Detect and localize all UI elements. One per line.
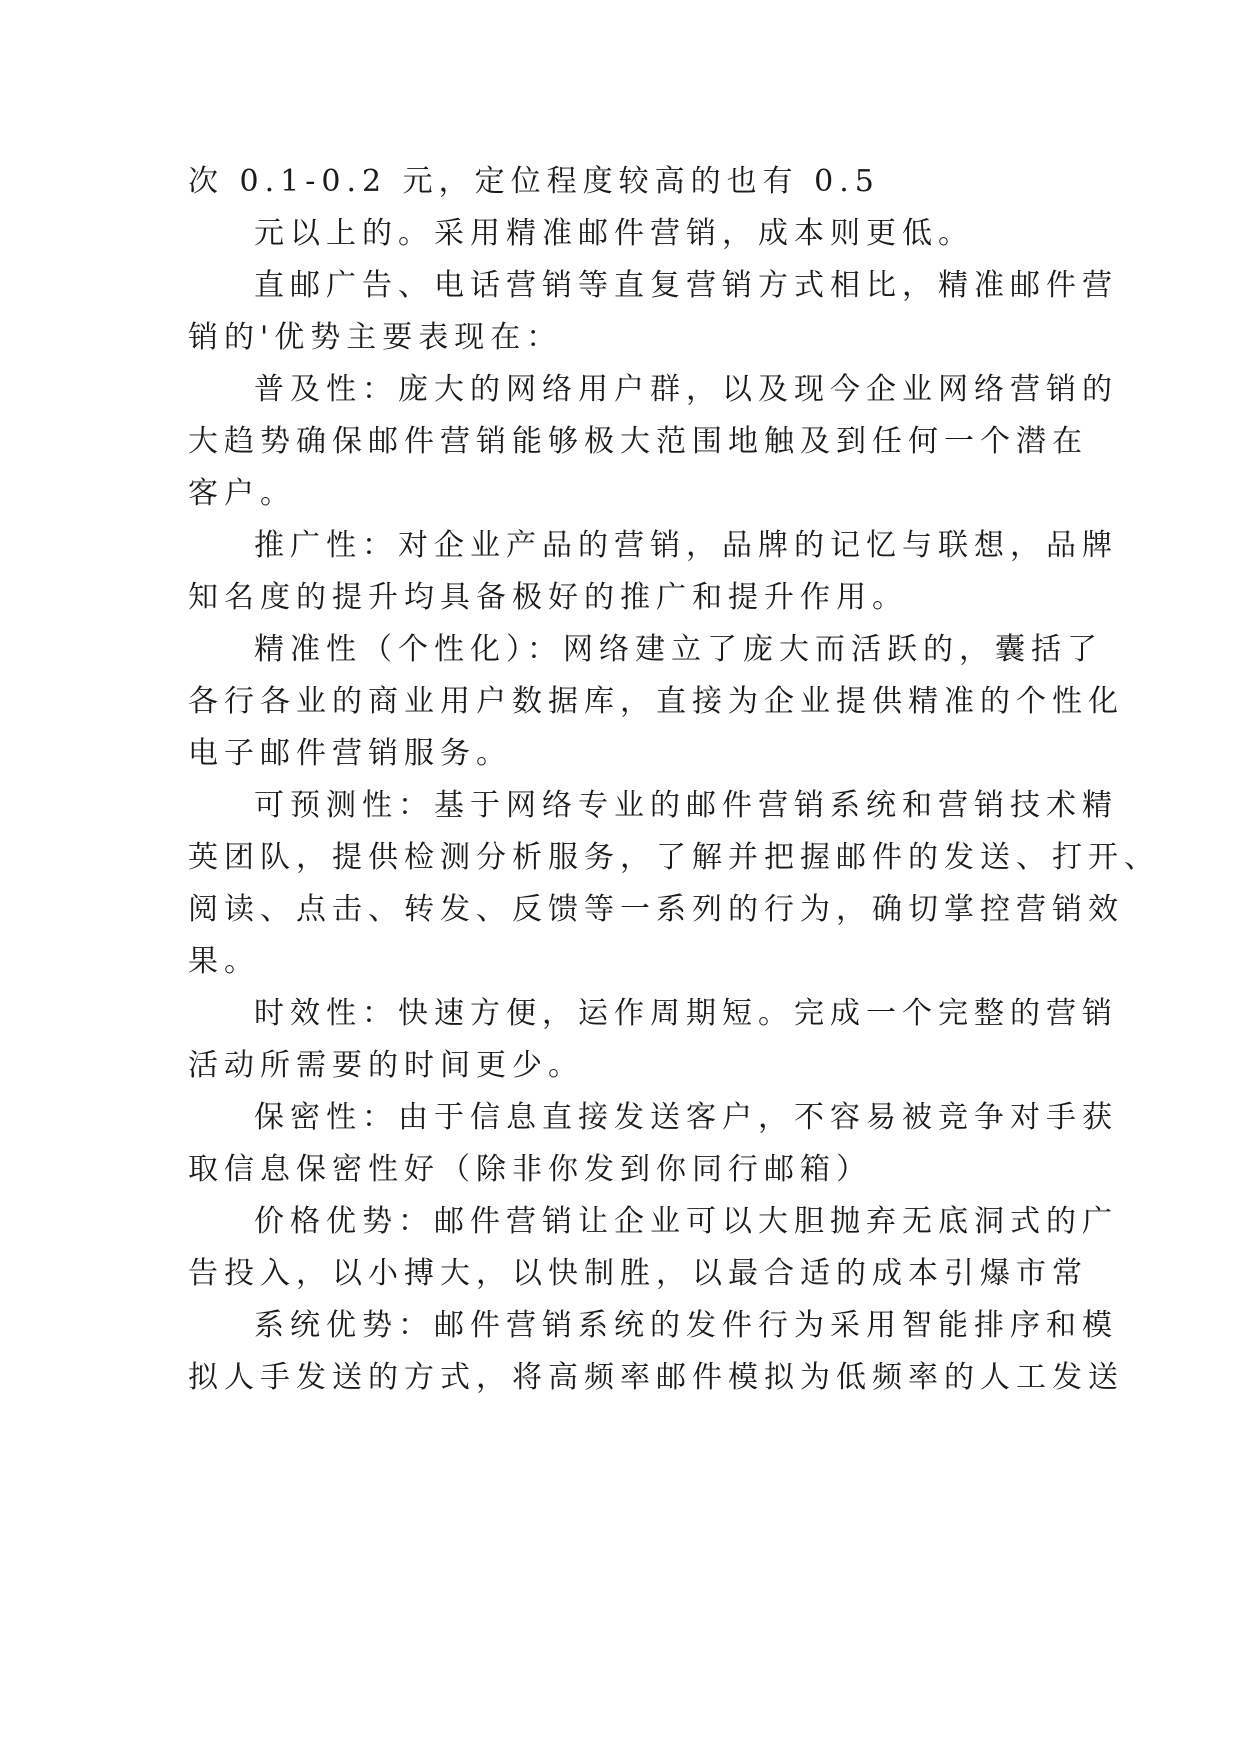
text-line: 销的'优势主要表现在： bbox=[188, 320, 563, 355]
text-line: 价格优势：邮件营销让企业可以大胆抛弃无底洞式的广 bbox=[254, 1204, 1118, 1239]
text-line: 各行各业的商业用户数据库，直接为企业提供精准的个性化 bbox=[188, 684, 1124, 719]
text-line: 阅读、点击、转发、反馈等一系列的行为，确切掌控营销效 bbox=[188, 892, 1124, 927]
text-line: 英团队，提供检测分析服务，了解并把握邮件的发送、打开、 bbox=[188, 840, 1160, 875]
text-line: 告投入，以小搏大，以快制胜，以最合适的成本引爆市常 bbox=[188, 1256, 1088, 1291]
text-line: 电子邮件营销服务。 bbox=[188, 736, 512, 771]
text-line: 果。 bbox=[188, 944, 260, 979]
text-line: 次 0.1-0.2 元，定位程度较高的也有 0.5 bbox=[188, 164, 880, 199]
text-line: 直邮广告、电话营销等直复营销方式相比，精准邮件营 bbox=[254, 268, 1118, 303]
text-line: 取信息保密性好（除非你发到你同行邮箱） bbox=[188, 1152, 872, 1187]
text-line: 系统优势：邮件营销系统的发件行为采用智能排序和模 bbox=[254, 1308, 1118, 1343]
text-line: 可预测性：基于网络专业的邮件营销系统和营销技术精 bbox=[254, 788, 1118, 823]
text-line: 拟人手发送的方式，将高频率邮件模拟为低频率的人工发送 bbox=[188, 1360, 1124, 1395]
text-line: 知名度的提升均具备极好的推广和提升作用。 bbox=[188, 580, 908, 615]
text-line: 普及性：庞大的网络用户群，以及现今企业网络营销的 bbox=[254, 372, 1118, 407]
text-line: 大趋势确保邮件营销能够极大范围地触及到任何一个潜在 bbox=[188, 424, 1088, 459]
text-line: 客户。 bbox=[188, 476, 296, 511]
text-line: 保密性：由于信息直接发送客户，不容易被竞争对手获 bbox=[254, 1100, 1118, 1135]
text-line: 时效性：快速方便，运作周期短。完成一个完整的营销 bbox=[254, 996, 1118, 1031]
text-line: 活动所需要的时间更少。 bbox=[188, 1048, 584, 1083]
text-line: 元以上的。采用精准邮件营销，成本则更低。 bbox=[254, 216, 974, 251]
text-line: 推广性：对企业产品的营销，品牌的记忆与联想，品牌 bbox=[254, 528, 1118, 563]
text-line: 精准性（个性化）：网络建立了庞大而活跃的，囊括了 bbox=[254, 632, 1103, 667]
